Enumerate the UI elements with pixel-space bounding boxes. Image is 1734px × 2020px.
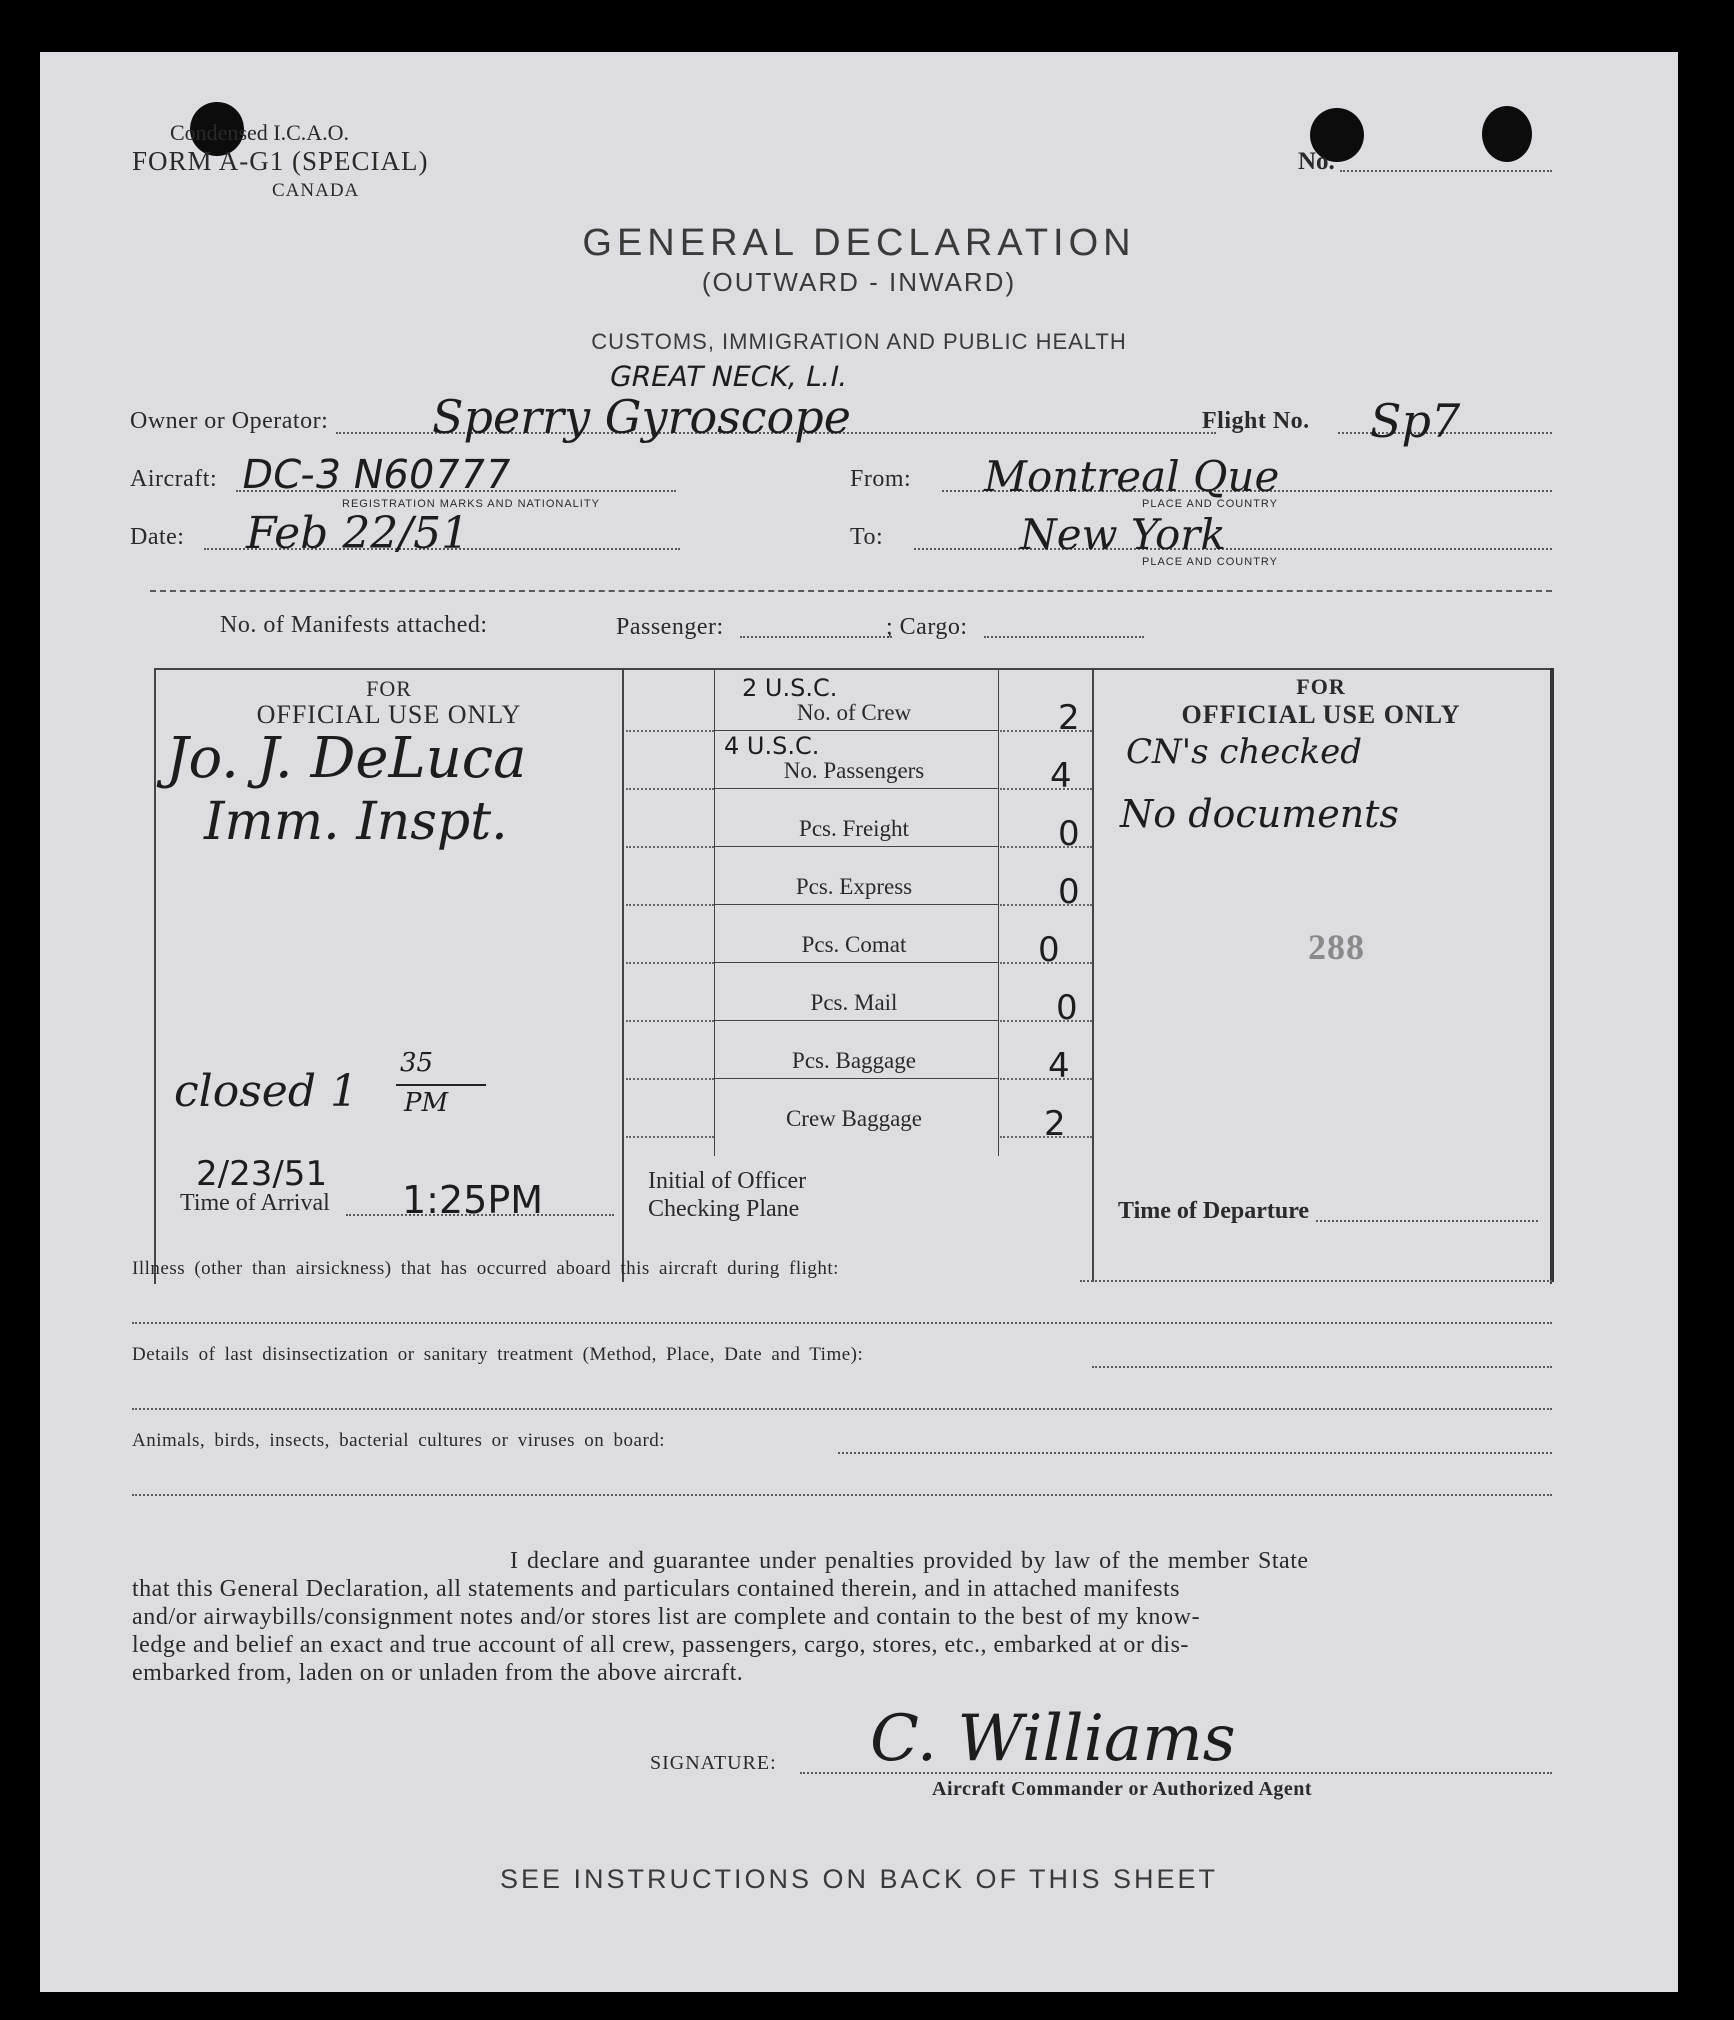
manifests-label: No. of Manifests attached: xyxy=(220,612,488,638)
row-rule xyxy=(714,846,998,847)
disinsectization-line-2 xyxy=(132,1408,1552,1410)
illness-question: Illness (other than airsickness) that has occurred aboard this aircraft during flight: xyxy=(132,1258,839,1279)
form-line3: CANADA xyxy=(272,180,360,201)
officer-checking-label: Checking Plane xyxy=(648,1196,800,1222)
inspector-title: Imm. Inspt. xyxy=(204,792,508,852)
manifest-row-label: Pcs. Express xyxy=(795,874,913,899)
number-line xyxy=(1340,170,1552,172)
arrival-label: Time of Arrival xyxy=(180,1190,330,1216)
animals-line-2 xyxy=(132,1494,1552,1496)
manifest-row-label: Pcs. Comat xyxy=(801,932,907,957)
row-rule xyxy=(714,1078,998,1079)
inspector-signature: Jo. J. DeLuca xyxy=(166,726,527,791)
manifest-table xyxy=(714,668,998,1156)
right-heading-official: OFFICIAL USE ONLY xyxy=(1181,700,1461,729)
freight-count: 0 xyxy=(1058,814,1080,854)
animals-line xyxy=(838,1452,1552,1454)
from-label: From: xyxy=(850,466,912,492)
row-rule xyxy=(714,962,998,963)
row-rule xyxy=(626,1136,714,1138)
value-rule xyxy=(1000,788,1092,790)
disinsectization-question: Details of last disinsectization or sanitary treatment (Method, Place, Date and Time): xyxy=(132,1344,864,1365)
document-title: GENERAL DECLARATION xyxy=(582,222,1136,264)
left-heading-official: OFFICIAL USE ONLY xyxy=(256,700,522,729)
punch-hole xyxy=(1482,106,1532,162)
closed-fraction-bar xyxy=(396,1084,486,1086)
checked-note: CN's checked xyxy=(1126,732,1362,772)
to-line xyxy=(914,548,1552,550)
box-divider xyxy=(622,668,624,1282)
value-rule xyxy=(1000,1078,1092,1080)
value-rule xyxy=(1000,1020,1092,1022)
row-rule xyxy=(626,846,714,848)
row-rule xyxy=(626,904,714,906)
to-value: New York xyxy=(1020,510,1226,559)
cargo-manifest-line xyxy=(984,636,1144,638)
illness-line-2 xyxy=(132,1322,1552,1324)
closed-minutes: 35 xyxy=(400,1048,434,1078)
closed-pm: PM xyxy=(404,1088,449,1118)
manifest-row-label: Pcs. Freight xyxy=(799,816,909,841)
arrival-date: 2/23/51 xyxy=(196,1154,328,1194)
row-rule xyxy=(714,788,998,789)
manifest-row-label: No. Passengers xyxy=(783,758,925,783)
document-page xyxy=(40,52,1678,1992)
to-label: To: xyxy=(850,524,884,550)
right-heading-for: FOR xyxy=(1296,674,1346,699)
owner-note: GREAT NECK, L.I. xyxy=(606,360,852,393)
row-rule xyxy=(626,788,714,790)
row-rule xyxy=(626,1020,714,1022)
declaration-line: that this General Declaration, all statements and particulars contained therein, and in attached manifests xyxy=(132,1576,1180,1602)
manifest-row-label: Pcs. Mail xyxy=(810,990,898,1015)
documents-note: No documents xyxy=(1120,792,1399,836)
passenger-manifest-label: Passenger: xyxy=(616,614,724,640)
cargo-manifest-label: ; Cargo: xyxy=(886,614,968,640)
row-rule xyxy=(714,904,998,905)
flight-value: Sp7 xyxy=(1370,394,1461,448)
disinsectization-line xyxy=(1092,1366,1552,1368)
aircraft-label: Aircraft: xyxy=(130,466,218,492)
flight-label: Flight No. xyxy=(1202,408,1310,434)
date-value: Feb 22/51 xyxy=(246,508,470,559)
box-divider xyxy=(998,668,999,1156)
officer-initial-label: Initial of Officer xyxy=(648,1168,807,1194)
mail-count: 0 xyxy=(1056,988,1078,1028)
closed-note: closed 1 xyxy=(174,1066,358,1117)
arrival-time: 1:25PM xyxy=(402,1178,544,1222)
owner-value: Sperry Gyroscope xyxy=(432,390,851,444)
commander-signature: C. Williams xyxy=(870,1702,1236,1776)
declaration-line: I declare and guarantee under penalties provided by law of the member State xyxy=(510,1548,1309,1574)
manifest-row-label: Crew Baggage xyxy=(785,1106,923,1131)
row-rule xyxy=(714,1020,998,1021)
declaration-line: ledge and belief an exact and true account of all crew, passengers, cargo, stores, etc., embarked at or dis- xyxy=(132,1632,1189,1658)
left-heading-for: FOR xyxy=(366,676,412,701)
aircraft-caption: REGISTRATION MARKS AND NATIONALITY xyxy=(342,498,600,510)
row-rule xyxy=(626,962,714,964)
agencies-line: CUSTOMS, IMMIGRATION AND PUBLIC HEALTH xyxy=(591,329,1127,354)
instructions-footer: SEE INSTRUCTIONS ON BACK OF THIS SHEET xyxy=(499,1864,1219,1894)
passenger-note: 4 U.S.C. xyxy=(724,732,820,760)
manifest-row-label: No. of Crew xyxy=(796,700,912,725)
comat-count: 0 xyxy=(1038,930,1060,970)
box-divider xyxy=(1092,668,1094,1282)
crew-note: 2 U.S.C. xyxy=(742,674,838,702)
declaration-line: and/or airwaybills/consignment notes and/or stores list are complete and contain to the best of my know- xyxy=(132,1604,1201,1630)
illness-line xyxy=(1080,1280,1552,1282)
baggage-count: 4 xyxy=(1048,1046,1070,1086)
passenger-manifest-line xyxy=(740,636,892,638)
departure-line xyxy=(1316,1220,1538,1222)
aircraft-value: DC-3 N60777 xyxy=(237,452,515,498)
form-line1: Condensed I.C.A.O. xyxy=(170,120,350,145)
from-caption: PLACE AND COUNTRY xyxy=(1142,498,1278,510)
express-count: 0 xyxy=(1058,872,1080,912)
signature-label: SIGNATURE: xyxy=(650,1752,777,1774)
from-value: Montreal Que xyxy=(984,452,1280,501)
separator-line xyxy=(150,590,1552,592)
date-label: Date: xyxy=(130,524,185,550)
declaration-line: embarked from, laden on or unladen from the above aircraft. xyxy=(132,1660,744,1686)
row-rule xyxy=(626,1078,714,1080)
passenger-count: 4 xyxy=(1050,756,1072,796)
owner-label: Owner or Operator: xyxy=(130,408,329,434)
number-label: No. xyxy=(1298,148,1335,175)
animals-question: Animals, birds, insects, bacterial cultures or viruses on board: xyxy=(132,1430,666,1451)
box-divider xyxy=(1550,668,1554,1282)
row-rule xyxy=(714,730,998,731)
manifest-row-label: Pcs. Baggage xyxy=(792,1048,916,1073)
departure-label: Time of Departure xyxy=(1118,1198,1310,1224)
crew-baggage-count: 2 xyxy=(1044,1104,1066,1144)
row-rule xyxy=(626,730,714,732)
stamp-number: 288 xyxy=(1308,927,1365,967)
document-subtitle: (OUTWARD - INWARD) xyxy=(701,267,1017,297)
to-caption: PLACE AND COUNTRY xyxy=(1142,556,1278,568)
crew-count: 2 xyxy=(1058,698,1080,738)
signature-caption: Aircraft Commander or Authorized Agent xyxy=(932,1778,1313,1800)
form-line2: FORM A-G1 (SPECIAL) xyxy=(132,146,429,176)
